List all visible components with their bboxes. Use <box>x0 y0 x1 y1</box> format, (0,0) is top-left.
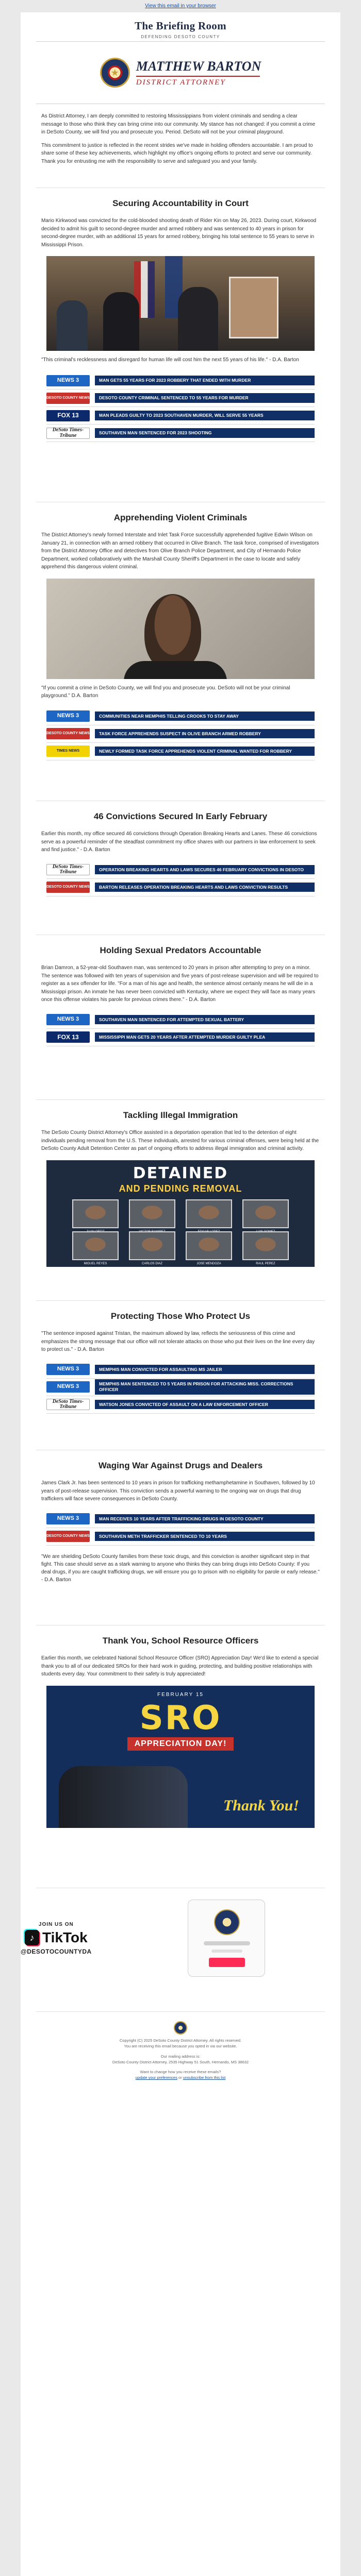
section-drugs <box>21 1450 340 1584</box>
email-body <box>21 12 340 2576</box>
section-sro <box>21 1625 340 1828</box>
section-immigration <box>21 1099 340 1267</box>
section-body: James Clark Jr. has been sentenced to 10 years in prison for trafficking methamphetamine in Southaven, followed by 10 years of post-release supervision. This conviction sends a powerful warning to the ongoing war on drugs that drug traffickers will face severe consequences in DeSoto County. <box>41 1480 315 1502</box>
section-body: The DeSoto County District Attorney's Office assisted in a deportation operation that led to the detention of eight individuals pending removal from the U.S. These individuals, arrested for various criminal offenses, were being held at the DeSoto County Adult Detention Center as part of ongoing efforts to address illegal immigration and criminal activity. <box>41 1130 319 1151</box>
mugshot <box>129 1231 175 1265</box>
sro-date: FEBRUARY 15 <box>157 1691 204 1698</box>
news-item[interactable] <box>46 743 315 760</box>
update-preferences-link[interactable]: update your preferences <box>135 2075 177 2080</box>
top-bar <box>0 0 361 12</box>
outlet-logo: NEWS 3 <box>46 710 90 722</box>
sro-thanks: Thank You! <box>223 1797 299 1814</box>
mailing-label: Our mailing address is: <box>160 2054 201 2059</box>
view-in-browser-link[interactable]: View this email in your browser <box>145 3 216 9</box>
news-item[interactable] <box>46 861 315 879</box>
section-apprehending <box>21 502 340 760</box>
intro-text <box>21 104 340 165</box>
section-title: Holding Sexual Predators Accountable <box>100 945 261 955</box>
news-headline[interactable]: MAN GETS 55 YEARS FOR 2023 ROBBERY THAT ENDED WITH MURDER <box>95 376 315 385</box>
section-body: Earlier this month, my office secured 46 convictions through Operation Breaking Hearts and Lanes. These 46 convictions serve as a powerful reminder of the steadfast commitment my office shares with our partners in law enforcement to seek and find justice." - D.A. Barton <box>41 831 317 853</box>
mugshot-name: RAUL PEREZ <box>256 1262 275 1265</box>
news-headline[interactable]: COMMUNITIES NEAR MEMPHIS TELLING CROOKS TO STAY AWAY <box>95 711 315 721</box>
news-headline[interactable]: MAN PLEADS GUILTY TO 2023 SOUTHAVEN MURDER, WILL SERVE 55 YEARS <box>95 411 315 420</box>
seal-icon <box>100 58 130 88</box>
section-body: Earlier this month, we celebrated National School Resource Officer (SRO) Appreciation Day! We'd like to extend a special thank you to all of our dedicated SROs for their hard work in guiding, protecting, and building positive relationships with students every day. Your commitment to their safety is truly appreciated! <box>41 1655 319 1677</box>
section-title: Protecting Those Who Protect Us <box>110 1311 251 1321</box>
brand-underline <box>136 76 260 77</box>
news-item[interactable] <box>46 879 315 896</box>
tiktok-icon: ♪ <box>25 1930 39 1945</box>
outlet-logo: NEWS 3 <box>46 1513 90 1524</box>
section-predators <box>21 935 340 1046</box>
section-body: The District Attorney's newly formed Interstate and Inlet Task Force successfully apprehended fugitive Edwin Wilson on January 21, in connection with an armed robbery that occurred in Olive Branch. The task force, comprised of investigators from the District Attorney Office and detectives from Olive Branch Police Department, and City of Hernando Police Department, worked collaboratively with the Marshall County Sheriff's Department in the case to locate and safely apprehend this dangerous violent criminal. <box>41 532 319 570</box>
sro-band: APPRECIATION DAY! <box>127 1737 234 1751</box>
tiktok-promo[interactable] <box>21 1922 92 1955</box>
news-list <box>46 861 315 896</box>
detained-graphic <box>46 1160 315 1267</box>
mugshot-name: CARLOS DIAZ <box>141 1262 162 1265</box>
mugshot <box>242 1231 289 1265</box>
suspect-photo <box>46 579 315 679</box>
section-body: "The sentence imposed against Tristan, the maximum allowed by law, reflects the seriousness of this crime and emphasizes the strong message that our office will not tolerate attacks on those who put their lives on the line every day to protect us." - D.A. Barton <box>41 1331 315 1352</box>
avatar <box>214 1909 240 1935</box>
section-quote: "If you commit a crime in DeSoto County, we will find you and prosecute you. DeSoto will not be your criminal playground." D.A. Barton <box>41 685 290 699</box>
mugshot <box>186 1231 232 1265</box>
detained-title: DETAINED <box>133 1164 228 1182</box>
follow-button[interactable] <box>209 1958 245 1967</box>
news-item[interactable] <box>46 1511 315 1528</box>
detained-subtitle: AND PENDING REMOVAL <box>119 1183 242 1194</box>
section-title: Tackling Illegal Immigration <box>123 1110 238 1120</box>
news-list <box>46 372 315 442</box>
newsletter-title: The Briefing Room <box>135 20 226 32</box>
news-item[interactable] <box>46 1361 315 1379</box>
newsletter-header <box>21 12 340 41</box>
outlet-logo: TIMES NEWS <box>46 745 90 757</box>
section-quote: "This criminal's recklessness and disregard for human life will cost him the next 55 years of his life." - D.A. Barton <box>41 357 299 363</box>
news-item[interactable] <box>46 725 315 743</box>
section-title: Apprehending Violent Criminals <box>113 513 248 522</box>
section-body: Mario Kirkwood was convicted for the cold-blooded shooting death of Rider Kin on May 26, 2023. During court, Kirkwood decided to admit his guilt to second-degree murder and armed robbery and was sentenced to 40 years in prison for second-degree murder, with an additional 15 years for armed robbery, bringing his total sentence to 55 years to serve in Mississippi Prison. <box>41 218 317 248</box>
mugshot <box>72 1231 119 1265</box>
outlet-logo: NEWS 3 <box>46 375 90 386</box>
mugshot-name: JOSE MENDOZA <box>196 1262 221 1265</box>
news-headline[interactable]: WATSON JONES CONVICTED OF ASSAULT ON A LAW ENFORCEMENT OFFICER <box>95 1400 315 1410</box>
divider <box>36 1300 325 1301</box>
outlet-logo: DESOTO COUNTY NEWS <box>46 882 90 893</box>
intro-paragraph-1: As District Attorney, I am deeply committed to restoring Mississippians from violent criminals and sending a clear message to those who think they can bring crime into our community. My stance has not changed: if you commit a crime in DeSoto County, we will find you and prosecute you. Period. DeSoto will not be your criminal playground. <box>41 113 316 135</box>
da-brand <box>21 42 340 104</box>
news-item[interactable] <box>46 372 315 389</box>
news-headline[interactable]: MISSISSIPPI MAN GETS 20 YEARS AFTER ATTEMPTED MURDER GUILTY PLEA <box>95 1032 315 1042</box>
mugshot <box>186 1199 232 1228</box>
news-list <box>46 1511 315 1546</box>
outlet-logo: FOX 13 <box>46 410 90 421</box>
reason: You are receiving this email because you opted in via our website. <box>124 2044 237 2049</box>
news-item[interactable] <box>46 1029 315 1046</box>
outlet-logo: NEWS 3 <box>46 1381 90 1393</box>
outlet-logo: NEWS 3 <box>46 1014 90 1025</box>
news-headline[interactable]: DESOTO COUNTY CRIMINAL SENTENCED TO 55 YEARS FOR MURDER <box>95 393 315 403</box>
join-label: JOIN US ON <box>38 1921 74 1927</box>
da-role: DISTRICT ATTORNEY <box>136 78 226 87</box>
mugshot <box>242 1199 289 1228</box>
mugshot <box>72 1199 119 1228</box>
news-headline[interactable]: SOUTHAVEN MAN SENTENCED FOR ATTEMPTED SEXUAL BATTERY <box>95 1015 315 1025</box>
outlet-logo: DeSoto Times-Tribune <box>46 428 90 439</box>
section-title: Securing Accountability in Court <box>112 198 249 208</box>
section-quote: "We are shielding DeSoto County families from these toxic drugs, and this conviction is another significant step in that fight. This case should serve as a stark warning to anyone who thinks they can bring drugs into DeSoto County: If you deal drugs, if you are caught trafficking drugs, we will ensure you go to prison with no eligibility for parole or early release." - D.A. Barton <box>41 1553 320 1583</box>
news-headline[interactable]: MEMPHIS MAN CONVICTED FOR ASSAULTING MS JAILER <box>95 1365 315 1375</box>
news-headline[interactable]: NEWLY FORMED TASK FORCE APPREHENDS VIOLENT CRIMINAL WANTED FOR ROBBERY <box>95 747 315 756</box>
outlet-logo: DESOTO COUNTY NEWS <box>46 1531 90 1542</box>
mugshot <box>129 1199 175 1228</box>
news-item[interactable] <box>46 708 315 725</box>
news-headline[interactable]: BARTON RELEASES OPERATION BREAKING HEARTS AND LAWS CONVICTION RESULTS <box>95 883 315 892</box>
outlet-logo: NEWS 3 <box>46 1364 90 1375</box>
outlet-logo: DESOTO COUNTY NEWS <box>46 728 90 739</box>
officers-photo <box>59 1766 188 1828</box>
sro-heading: SRO <box>139 1699 222 1737</box>
news-list <box>46 1011 315 1046</box>
divider <box>36 1099 325 1100</box>
news-item[interactable] <box>46 1011 315 1029</box>
section-title: Thank You, School Resource Officers <box>102 1636 259 1646</box>
news-item[interactable] <box>46 389 315 407</box>
news-headline[interactable]: MEMPHIS MAN SENTENCED TO 5 YEARS IN PRISON FOR ATTACKING MISS. CORRECTIONS OFFICER <box>95 1379 315 1394</box>
news-headline[interactable]: MAN RECEIVES 10 YEARS AFTER TRAFFICKING DRUGS IN DESOTO COUNTY <box>95 1514 315 1524</box>
section-court <box>21 188 340 442</box>
section-title: 46 Convictions Secured In Early February <box>93 811 268 821</box>
mugshot-name: MIGUEL REYES <box>84 1262 107 1265</box>
sro-graphic <box>46 1686 315 1828</box>
news-item[interactable] <box>46 407 315 425</box>
court-photo <box>46 256 315 351</box>
social-block <box>21 1888 340 1977</box>
da-name: MATTHEW BARTON <box>136 58 261 74</box>
news-list <box>46 1361 315 1414</box>
divider <box>36 2011 325 2012</box>
tiktok-wordmark: TikTok <box>42 1929 88 1945</box>
outlet-logo: DESOTO COUNTY NEWS <box>46 393 90 404</box>
footer-seal-icon <box>174 2021 187 2035</box>
outlet-logo: FOX 13 <box>46 1031 90 1043</box>
news-headline[interactable]: OPERATION BREAKING HEARTS AND LAWS SECURES 46 FEBRUARY CONVICTIONS IN DESOTO <box>95 865 315 875</box>
section-body: Brian Damron, a 52-year-old Southaven man, was sentenced to 20 years in prison after attempting to prey on a minor. The sentence was followed with ten years of supervision and five years of post-release supervision and will be required to register as a sex offender for life. "For a man of his age and health, the sentence almost certainly means he will die in a Mississippi prison. An inmate he has never been convicted with Kentucky, where we expect they will face as many years once this offense violates his parole for previous crimes there." - D.A. Barton <box>41 965 319 1003</box>
tiktok-logo <box>25 1929 88 1946</box>
news-item[interactable] <box>46 1528 315 1546</box>
newsletter-subtitle: DEFENDING DESOTO COUNTY <box>141 35 220 39</box>
intro-paragraph-2: This commitment to justice is reflected in the recent strides we've made in holding offenders accountable. I am proud to share some of these key achievements, which highlight my office's ongoing efforts to protect and serve our community. Thank you for entrusting me with the responsibility to serve and safeguard you and your family. <box>41 142 313 164</box>
footer: Copyright (C) 2025 DeSoto County District Attorney. All rights reserved. You are receiving this email because you opted in via our website. Our mailing address is: DeSoto County District Attorney, 2535 Highway 51 South, Hernando, MS 38632 Want to change how you receive these emails? update your preferences or unsubscribe from this list <box>21 2011 340 2081</box>
mailing-address: DeSoto County District Attorney, 2535 Highway 51 South, Hernando, MS 38632 <box>112 2059 249 2064</box>
outlet-logo: DeSoto Times-Tribune <box>46 864 90 875</box>
section-protecting <box>21 1300 340 1414</box>
news-item[interactable] <box>46 1379 315 1396</box>
news-headline[interactable]: SOUTHAVEN METH TRAFFICKER SENTENCED TO 10 YEARS <box>95 1532 315 1541</box>
outlet-logo: DeSoto Times-Tribune <box>46 1399 90 1410</box>
section-title: Waging War Against Drugs and Dealers <box>98 1461 263 1470</box>
mugshot-grid <box>46 1199 315 1265</box>
news-headline[interactable]: TASK FORCE APPREHENDS SUSPECT IN OLIVE BRANCH ARMED ROBBERY <box>95 729 315 739</box>
news-list <box>46 708 315 760</box>
section-convictions <box>21 801 340 896</box>
copyright: Copyright (C) 2025 DeSoto County District Attorney. All rights reserved. <box>119 2038 242 2043</box>
tiktok-profile-preview[interactable] <box>188 1900 265 1977</box>
news-headline[interactable]: SOUTHAVEN MAN SENTENCED FOR 2023 SHOOTING <box>95 428 315 438</box>
news-item[interactable] <box>46 425 315 442</box>
tiktok-handle[interactable]: @DESOTOCOUNTYDA <box>21 1947 92 1955</box>
manage-text: Want to change how you receive these emails? <box>140 2070 221 2074</box>
unsubscribe-link[interactable]: unsubscribe from this list <box>183 2075 226 2080</box>
news-item[interactable] <box>46 1396 315 1414</box>
